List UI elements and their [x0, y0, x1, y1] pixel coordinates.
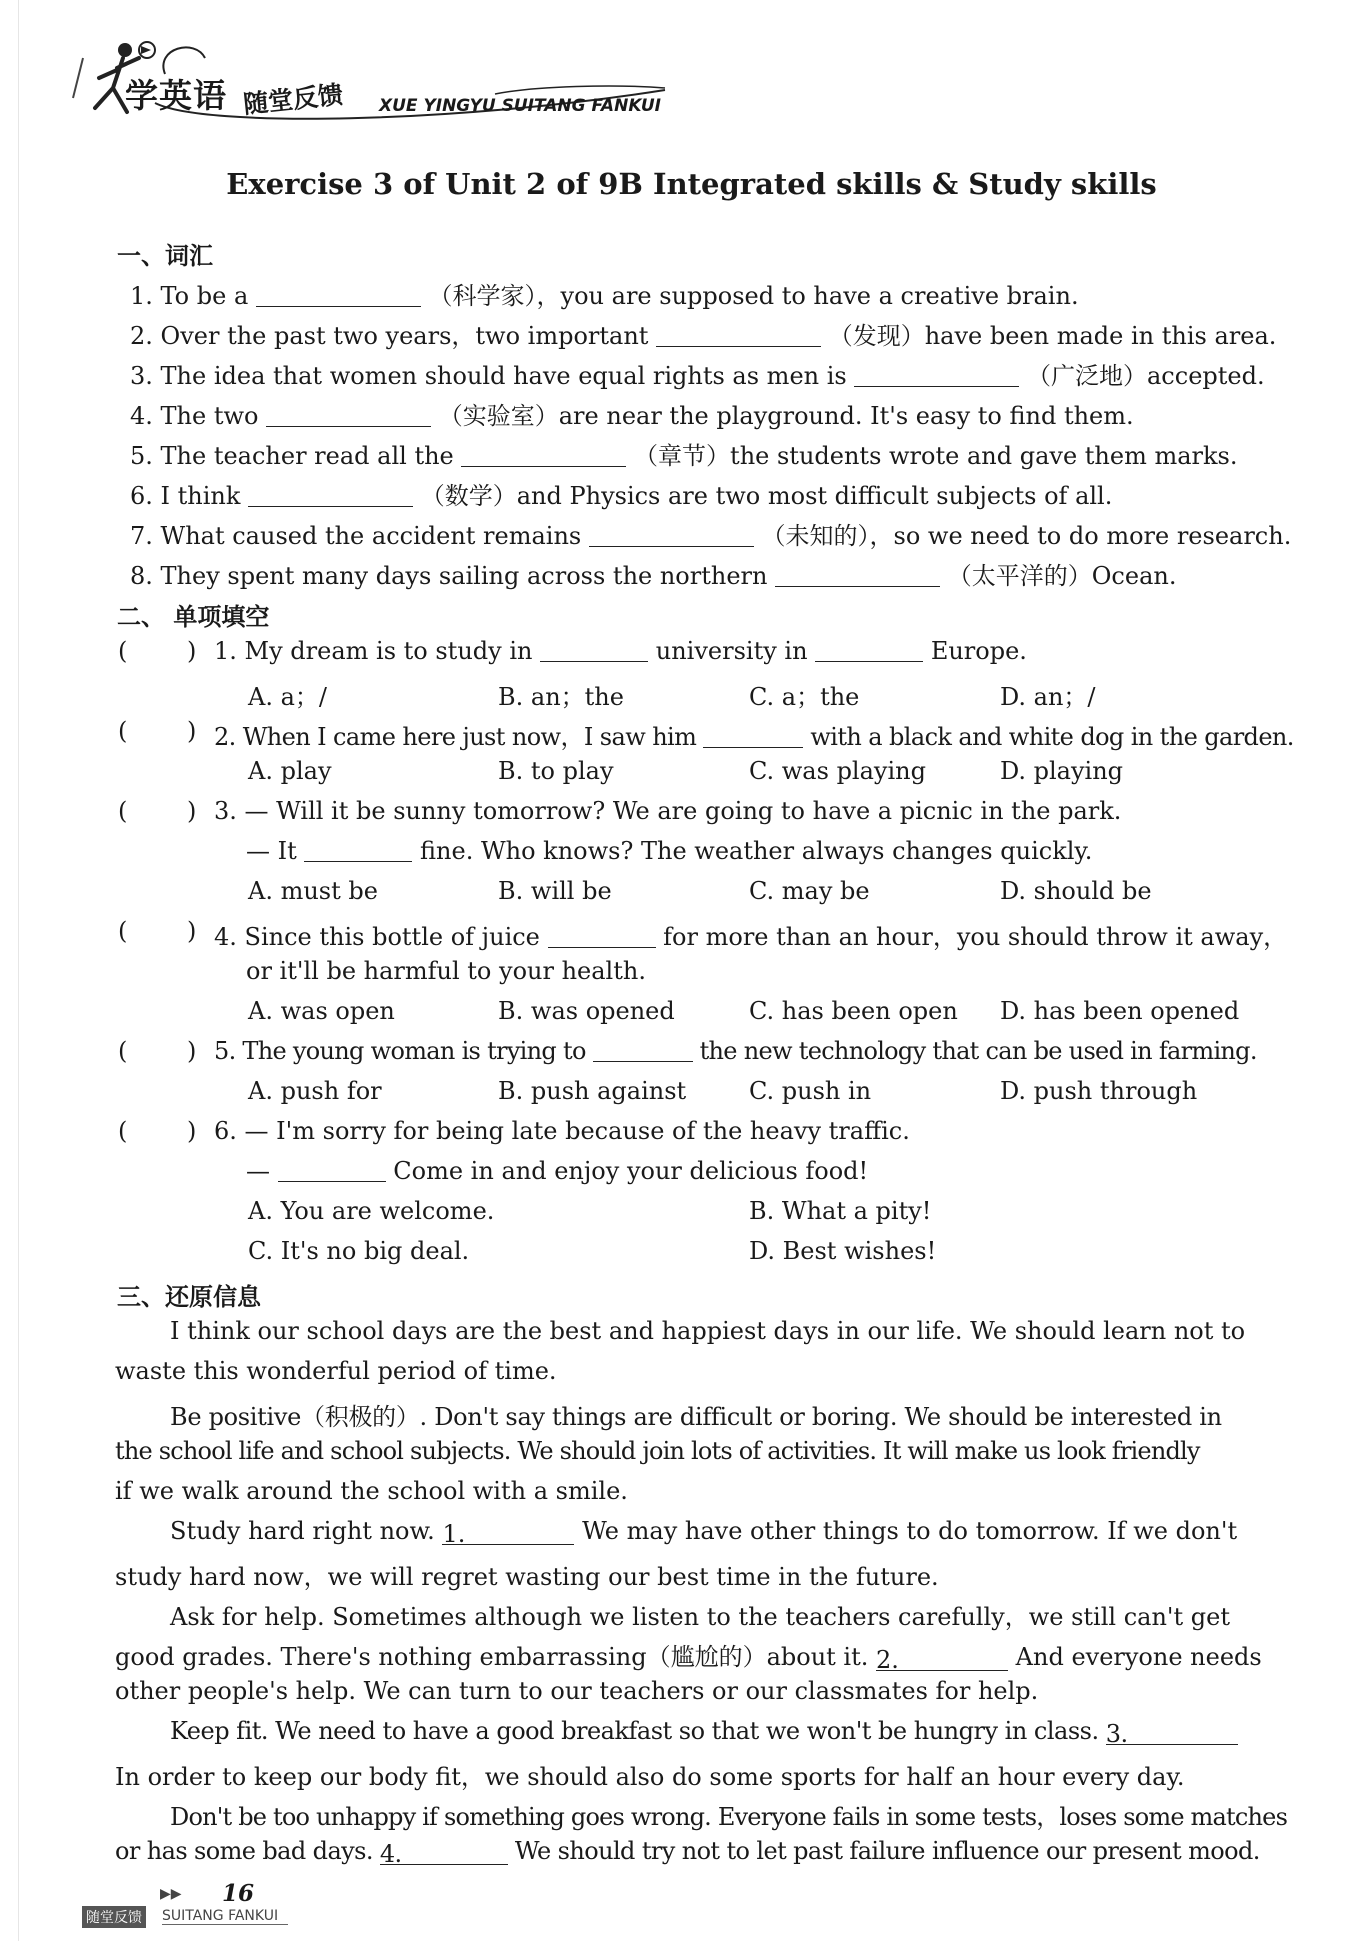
option[interactable]: C. may be [749, 877, 870, 905]
section-multiple-choice-heading: 二、 单项填空 [117, 603, 270, 631]
answer-paren-close: ) [187, 637, 197, 665]
vocab-item-8: 8. They spent many days sailing across the northern （太平洋的）Ocean. [130, 562, 1177, 590]
paragraph-line: other people's help. We can turn to our teachers or our classmates for help. [115, 1677, 1039, 1705]
paragraph-line: Ask for help. Sometimes although we listen to the teachers carefully，we still can't get [170, 1603, 1230, 1631]
option[interactable]: B. was opened [498, 997, 675, 1025]
answer-paren-open: ( [118, 797, 128, 825]
question-3-reply: — It fine. Who knows? The weather always changes quickly. [246, 837, 1093, 865]
answer-paren-open: ( [118, 1117, 128, 1145]
answer-paren-open: ( [118, 637, 128, 665]
paragraph-line: or has some bad days. 4. We should try not to let past failure influence our present mood. [115, 1837, 1260, 1868]
answer-blank[interactable] [815, 637, 923, 662]
option[interactable]: D. has been opened [1000, 997, 1240, 1025]
option[interactable]: A. must be [248, 877, 378, 905]
answer-blank-4[interactable]: 4. [380, 1840, 508, 1865]
answer-paren-close: ) [187, 1117, 197, 1145]
answer-blank-1[interactable]: 1. [442, 1520, 574, 1545]
vocab-item-3: 3. The idea that women should have equal rights as men is （广泛地）accepted. [130, 362, 1265, 390]
section-vocabulary-heading: 一、词汇 [117, 242, 213, 270]
answer-blank[interactable] [775, 562, 940, 587]
option[interactable]: D. an；/ [1000, 683, 1096, 711]
vocab-item-5: 5. The teacher read all the （章节）the students wrote and gave them marks. [130, 442, 1238, 470]
answer-blank[interactable] [540, 637, 648, 662]
question-3: 3. — Will it be sunny tomorrow? We are going to have a picnic in the park. [214, 797, 1122, 825]
paragraph-line: Study hard right now. 1. We may have other things to do tomorrow. If we don't [170, 1517, 1238, 1548]
answer-blank-2[interactable]: 2. [876, 1646, 1008, 1671]
paragraph-line: if we walk around the school with a smile. [115, 1477, 628, 1505]
option[interactable]: B. push against [498, 1077, 687, 1105]
answer-blank[interactable] [256, 282, 421, 307]
answer-blank[interactable] [548, 923, 656, 948]
vocab-item-6: 6. I think （数学）and Physics are two most difficult subjects of all. [130, 482, 1113, 510]
logo-chinese-text: 学英语 [125, 76, 227, 115]
option[interactable]: A. You are welcome. [248, 1197, 495, 1225]
answer-paren-close: ) [187, 797, 197, 825]
option[interactable]: D. playing [1000, 757, 1124, 785]
option[interactable]: C. push in [749, 1077, 872, 1105]
answer-blank[interactable] [656, 322, 821, 347]
vocab-item-4: 4. The two （实验室）are near the playground. It's easy to find them. [130, 402, 1134, 430]
answer-blank[interactable] [304, 837, 412, 862]
answer-blank[interactable] [593, 1037, 693, 1062]
logo-chinese-subtext: 随堂反馈 [241, 79, 345, 120]
answer-blank[interactable] [589, 522, 754, 547]
vocab-item-1: 1. To be a （科学家），you are supposed to have a creative brain. [130, 282, 1079, 310]
option[interactable]: D. Best wishes! [749, 1237, 937, 1265]
section-restore-info-heading: 三、还原信息 [117, 1283, 261, 1311]
answer-paren-open: ( [118, 1037, 128, 1065]
answer-paren-open: ( [118, 717, 128, 745]
option[interactable]: C. has been open [749, 997, 958, 1025]
answer-paren-close: ) [187, 917, 197, 945]
paragraph-line: Keep fit. We need to have a good breakfast so that we won't be hungry in class. 3. [170, 1717, 1238, 1745]
question-4-continued: or it'll be harmful to your health. [246, 957, 646, 985]
answer-blank[interactable] [854, 362, 1019, 387]
paragraph-line: Don't be too unhappy if something goes wrong. Everyone fails in some tests，loses some matches [170, 1803, 1288, 1831]
page-number: 16 [222, 1880, 255, 1907]
question-4: 4. Since this bottle of juice for more than an hour，you should throw it away， [214, 923, 1288, 951]
answer-blank[interactable] [461, 442, 626, 467]
paragraph-line: waste this wonderful period of time. [115, 1357, 557, 1385]
option[interactable]: B. will be [498, 877, 612, 905]
footer-label-english: SUITANG FANKUI [162, 1908, 288, 1925]
option[interactable]: B. an；the [498, 683, 624, 711]
paragraph-line: the school life and school subjects. We should join lots of activities. It will make us look friendly [115, 1437, 1200, 1465]
option[interactable]: D. should be [1000, 877, 1152, 905]
answer-paren-close: ) [187, 717, 197, 745]
paragraph-line: study hard now，we will regret wasting our best time in the future. [115, 1563, 939, 1591]
option[interactable]: D. push through [1000, 1077, 1198, 1105]
option[interactable]: B. to play [498, 757, 614, 785]
answer-blank-3[interactable]: 3. [1106, 1720, 1238, 1745]
question-6: 6. — I'm sorry for being late because of the heavy traffic. [214, 1117, 910, 1145]
option[interactable]: A. was open [248, 997, 395, 1025]
answer-blank[interactable] [703, 723, 803, 748]
paragraph-line: In order to keep our body fit，we should also do some sports for half an hour every day. [115, 1763, 1185, 1791]
paragraph-line: Be positive（积极的）. Don't say things are difficult or boring. We should be interested in [170, 1403, 1222, 1431]
paragraph-line: good grades. There's nothing embarrassing（尴尬的）about it. 2. And everyone needs [115, 1643, 1262, 1674]
option[interactable]: A. a；/ [248, 683, 327, 711]
option[interactable]: A. push for [248, 1077, 382, 1105]
answer-paren-open: ( [118, 917, 128, 945]
header-logo [55, 28, 675, 138]
answer-blank[interactable] [248, 482, 413, 507]
option[interactable]: C. a；the [749, 683, 860, 711]
option[interactable]: B. What a pity! [749, 1197, 932, 1225]
answer-blank[interactable] [278, 1157, 386, 1182]
paragraph-line: I think our school days are the best and happiest days in our life. We should learn not to [170, 1317, 1246, 1345]
exercise-title: Exercise 3 of Unit 2 of 9B Integrated skills & Study skills [226, 167, 1157, 201]
option[interactable]: A. play [248, 757, 332, 785]
question-5: 5. The young woman is trying to the new technology that can be used in farming. [214, 1037, 1257, 1065]
logo-english-text: XUE YINGYU SUITANG FANKUI [379, 96, 662, 116]
question-6-reply: — Come in and enjoy your delicious food! [246, 1157, 869, 1185]
answer-blank[interactable] [266, 402, 431, 427]
question-1: 1. My dream is to study in university in Europe. [214, 637, 1027, 665]
answer-paren-close: ) [187, 1037, 197, 1065]
question-2: 2. When I came here just now，I saw him with a black and white dog in the garden. [214, 723, 1294, 751]
double-arrow-icon: ▶▶ [160, 1886, 182, 1902]
option[interactable]: C. was playing [749, 757, 926, 785]
option[interactable]: C. It's no big deal. [248, 1237, 470, 1265]
footer-label-chinese: 随堂反馈 [82, 1906, 146, 1928]
vocab-item-2: 2. Over the past two years，two important （发现）have been made in this area. [130, 322, 1277, 350]
vocab-item-7: 7. What caused the accident remains （未知的），so we need to do more research. [130, 522, 1292, 550]
